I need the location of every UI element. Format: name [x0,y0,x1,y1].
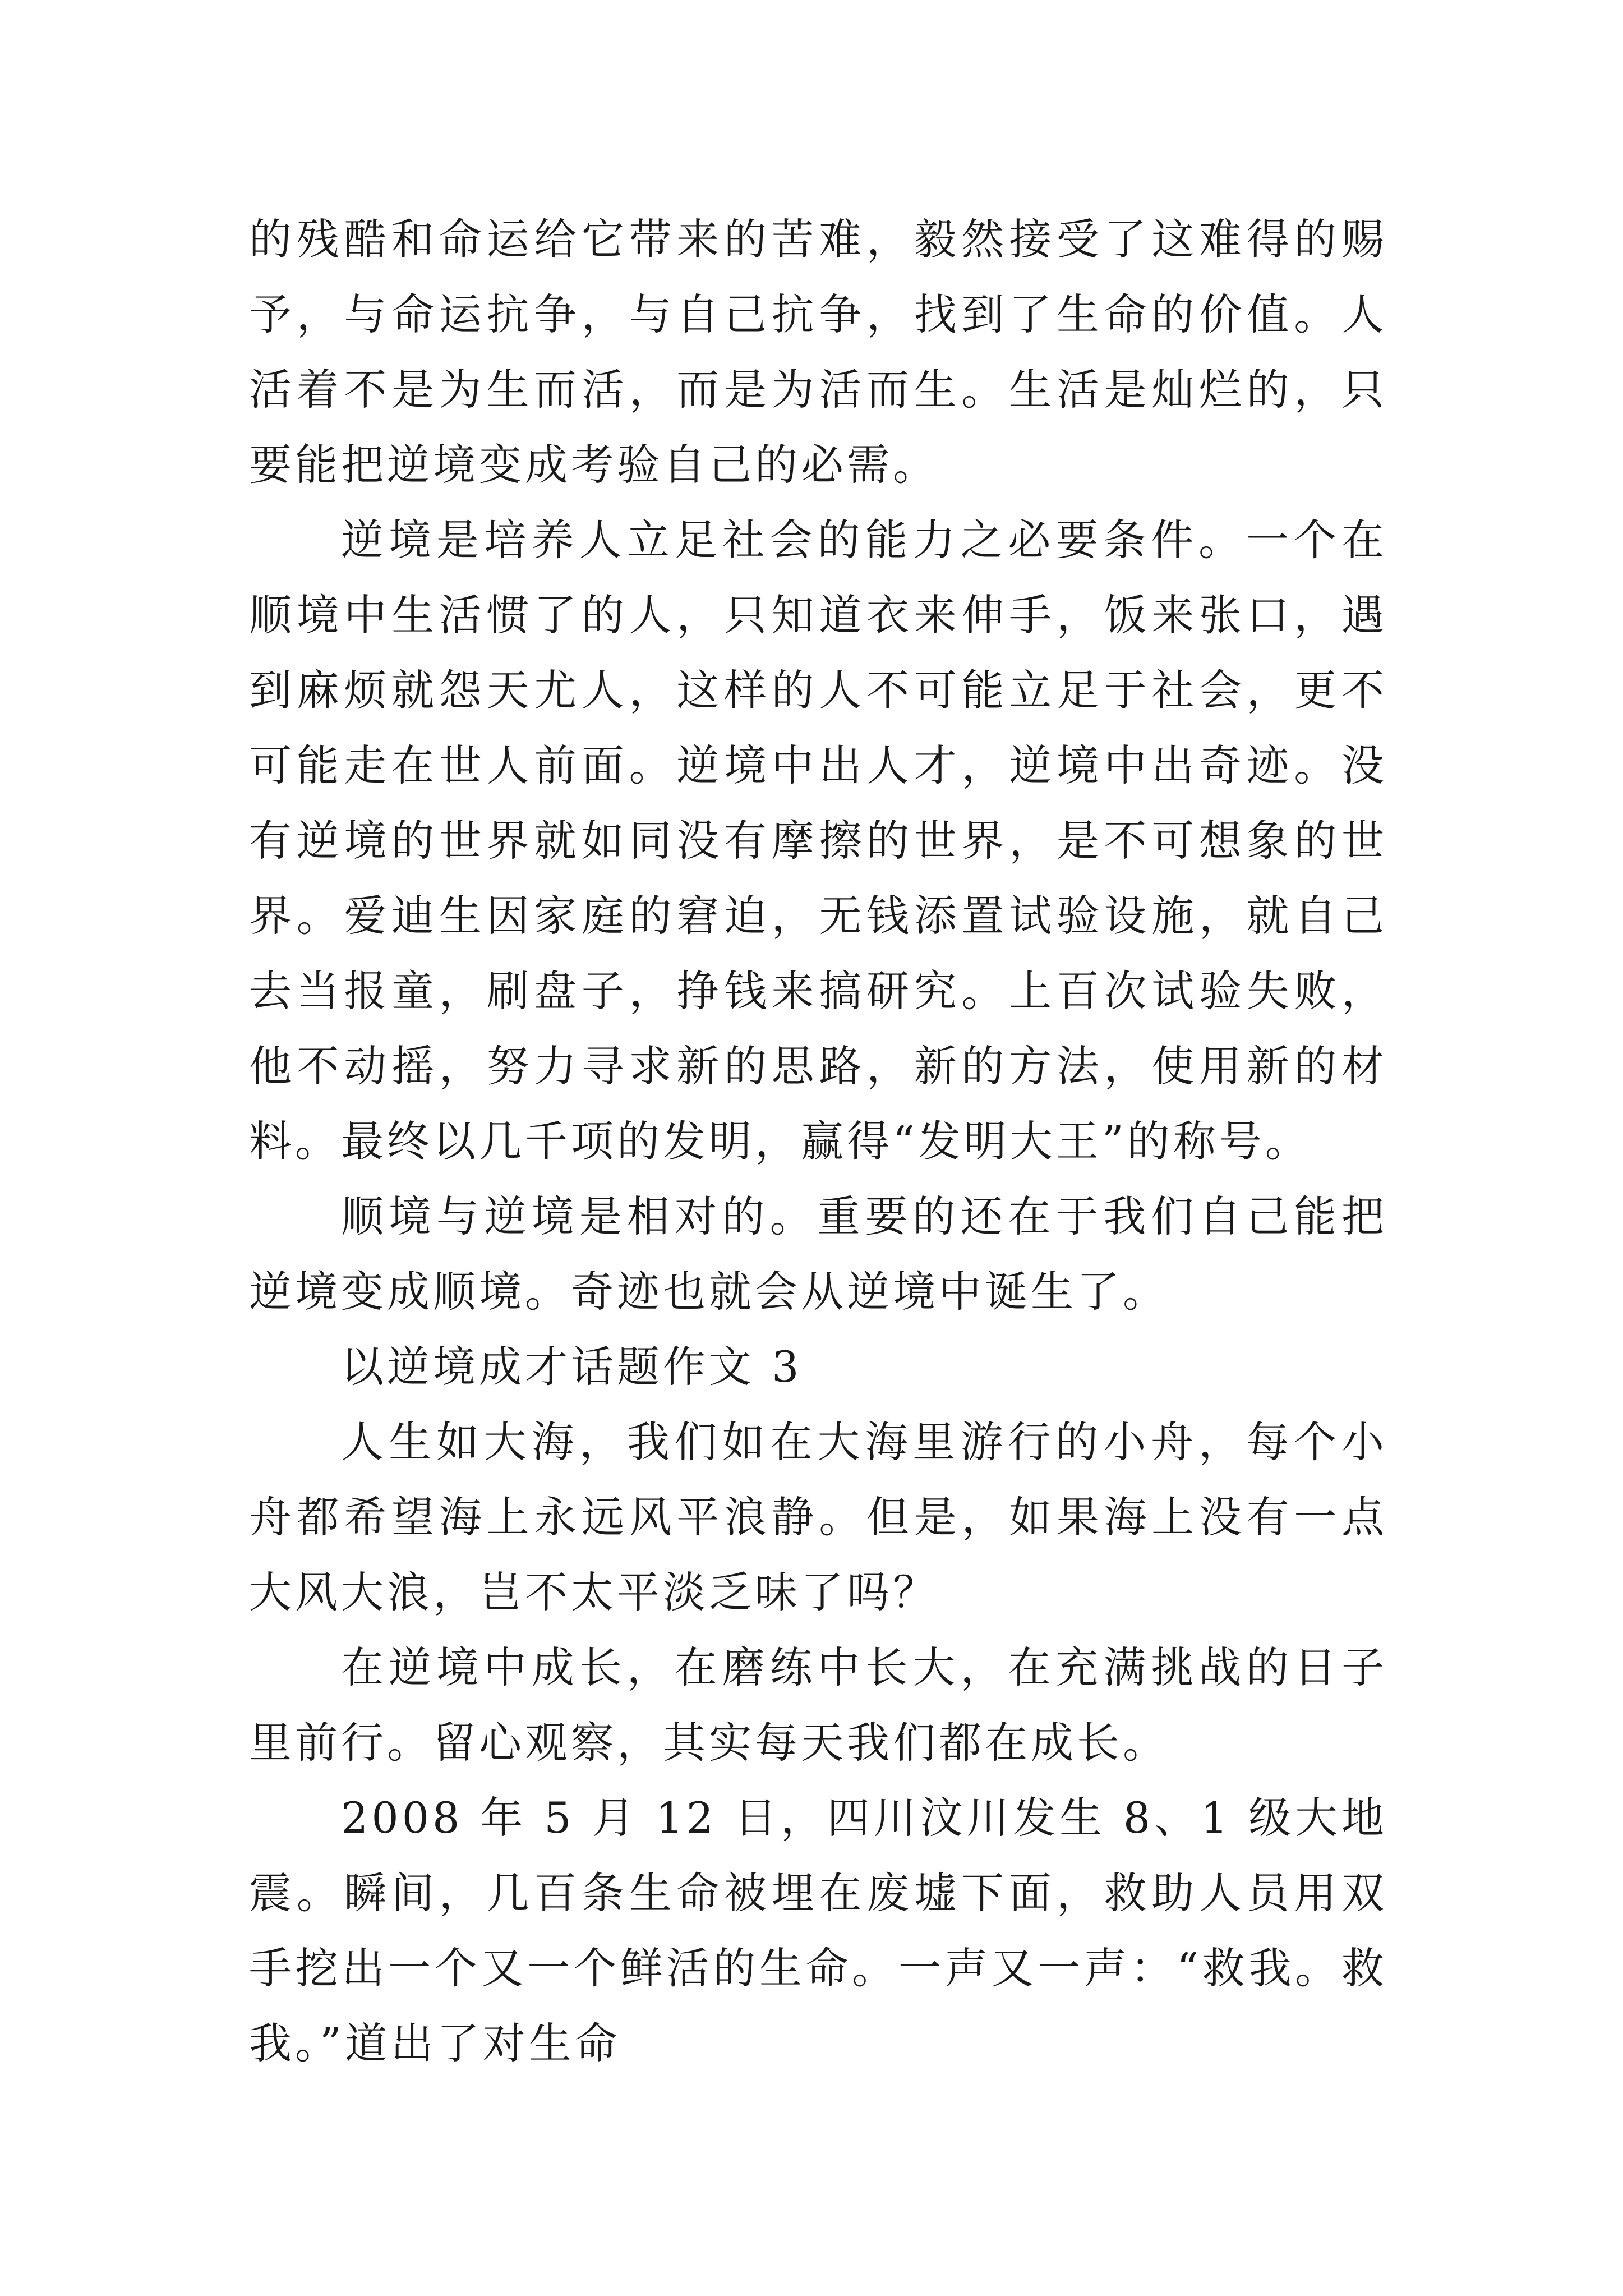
essay-heading: 以逆境成才话题作文 3 [341,1342,803,1392]
paragraph-life-sea: 人生如大海，我们如在大海里游行的小舟，每个小舟都希望海上永远风平浪静。但是，如果海上没有一点大风大浪，岂不太平淡乏味了吗？ [249,1417,1387,1617]
paragraph-relative-adversity: 顺境与逆境是相对的。重要的还在于我们自己能把逆境变成顺境。奇迹也就会从逆境中诞生了。 [249,1191,1387,1317]
document-body [249,202,1387,2081]
paragraph-earthquake: 2008 年 5 月 12 日，四川汶川发生 8、1 级大地震。瞬间，几百条生命被埋在废墟下面，救助人员用双手挖出一个又一个鲜活的生命。一声又一声：“救我。救我。”道出了对生命 [249,1793,1387,2068]
paragraph-growing: 在逆境中成长，在磨练中长大，在充满挑战的日子里前行。留心观察，其实每天我们都在成长。 [249,1642,1387,1768]
paragraph-adversity-ability: 逆境是培养人立足社会的能力之必要条件。一个在顺境中生活惯了的人，只知道衣来伸手，饭来张口，遇到麻烦就怨天尤人，这样的人不可能立足于社会，更不可能走在世人前面。逆境中出人才，逆境中出奇迹。没有逆境的世界就如同没有摩擦的世界，是不可想象的世界。爱迪生因家庭的窘迫，无钱添置试验设施，就自己去当报童，刷盘子，挣钱来搞研究。上百次试验失败，他不动摇，努力寻求新的思路，新的方法，使用新的材料。最终以几千项的发明，赢得“发明大王”的称号。 [249,515,1387,1166]
paragraph-continuation: 的残酷和命运给它带来的苦难，毅然接受了这难得的赐予，与命运抗争，与自己抗争，找到了生命的价值。人活着不是为生而活，而是为活而生。生活是灿烂的，只要能把逆境变成考验自己的必需。 [249,214,1387,490]
